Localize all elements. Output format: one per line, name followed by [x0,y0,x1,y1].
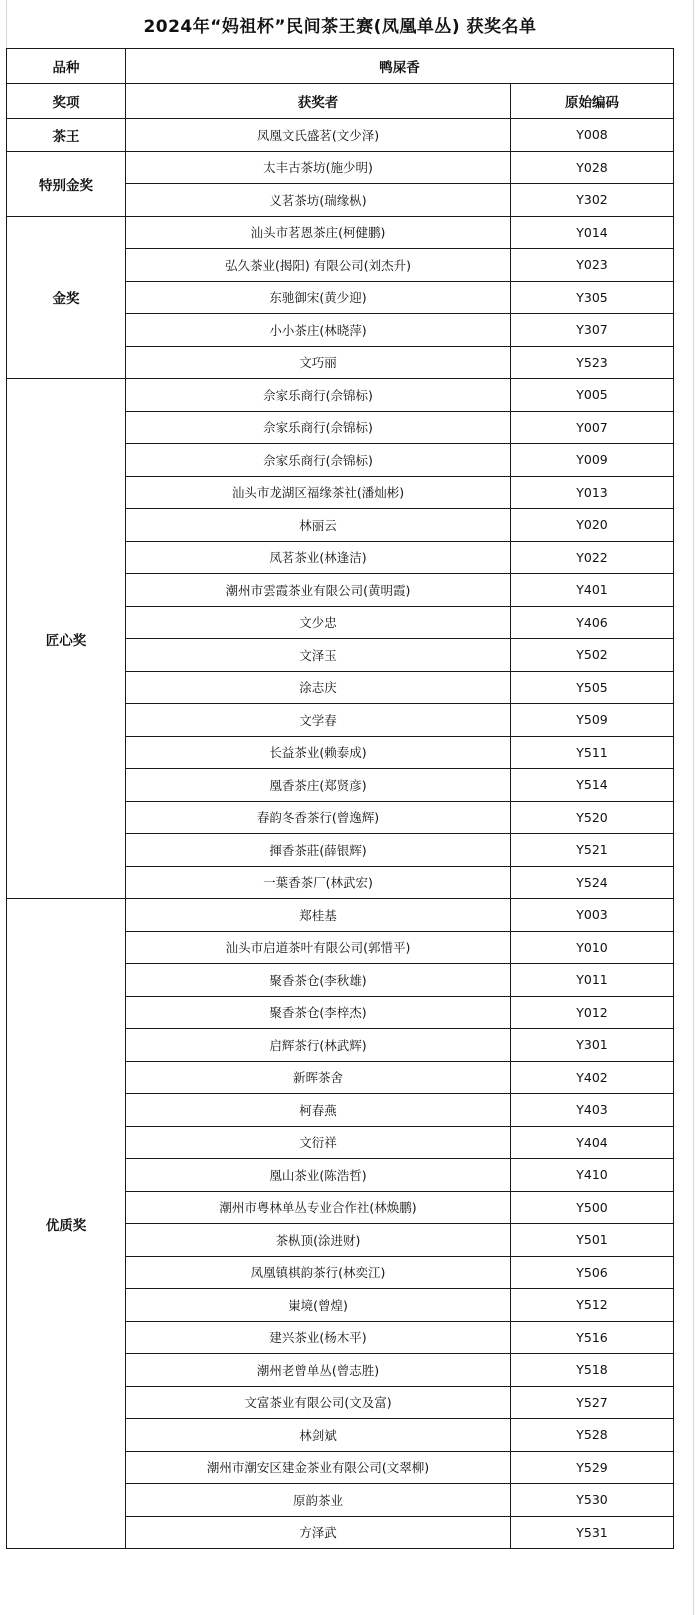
code-cell: Y011 [511,964,674,997]
winner-cell: 文少忠 [126,606,511,639]
winner-cell: 一葉香茶厂(林武宏) [126,866,511,899]
column-header-award: 奖项 [7,84,126,119]
table-row [7,151,674,184]
code-cell: Y521 [511,834,674,867]
table-row [7,119,674,152]
award-category-cell: 茶王 [7,119,126,152]
winner-cell: 凤茗茶业(林逢洁) [126,541,511,574]
winner-cell: 文巧丽 [126,346,511,379]
code-cell: Y523 [511,346,674,379]
winner-cell: 凤凰镇棋韵茶行(林奕江) [126,1256,511,1289]
variety-value: 鸭屎香 [126,49,674,84]
code-cell: Y009 [511,444,674,477]
winner-cell: 凤凰文氏盛茗(文少泽) [126,119,511,152]
winner-cell: 文学春 [126,704,511,737]
sheet-gridline [693,0,694,1615]
winner-cell: 太丰古茶坊(施少明) [126,151,511,184]
code-cell: Y514 [511,769,674,802]
award-category-cell: 匠心奖 [7,379,126,899]
winner-cell: 佘家乐商行(佘锦标) [126,379,511,412]
column-header-code: 原始编码 [511,84,674,119]
winner-cell: 崬境(曾煌) [126,1289,511,1322]
code-cell: Y307 [511,314,674,347]
winner-cell: 文泽玉 [126,639,511,672]
code-cell: Y008 [511,119,674,152]
winner-cell: 林剑斌 [126,1419,511,1452]
winner-cell: 建兴茶业(杨木平) [126,1321,511,1354]
code-cell: Y511 [511,736,674,769]
code-cell: Y301 [511,1029,674,1062]
winner-cell: 汕头市龙湖区福缘茶社(潘灿彬) [126,476,511,509]
code-cell: Y305 [511,281,674,314]
winner-cell: 新晖茶舍 [126,1061,511,1094]
winner-cell: 凰山茶业(陈浩哲) [126,1159,511,1192]
code-cell: Y500 [511,1191,674,1224]
winner-cell: 潮州老曾单丛(曾志胜) [126,1354,511,1387]
variety-label: 品种 [7,49,126,84]
table-row [7,899,674,932]
code-cell: Y410 [511,1159,674,1192]
code-cell: Y023 [511,249,674,282]
code-cell: Y527 [511,1386,674,1419]
code-cell: Y003 [511,899,674,932]
code-cell: Y020 [511,509,674,542]
code-cell: Y005 [511,379,674,412]
column-header-row [7,84,674,119]
winner-cell: 长益茶业(赖泰成) [126,736,511,769]
code-cell: Y014 [511,216,674,249]
winner-cell: 原韵茶业 [126,1484,511,1517]
code-cell: Y402 [511,1061,674,1094]
table-row [7,216,674,249]
page-title: 2024年“妈祖杯”民间茶王赛(凤凰单丛) 获奖名单 [143,16,537,37]
code-cell: Y007 [511,411,674,444]
winner-cell: 凰香茶庄(郑贤彦) [126,769,511,802]
winner-cell: 潮州市雲霞茶业有限公司(黄明霞) [126,574,511,607]
winner-cell: 揮香茶莊(薛银辉) [126,834,511,867]
code-cell: Y518 [511,1354,674,1387]
variety-row [7,49,674,84]
winner-cell: 文富茶业有限公司(文及富) [126,1386,511,1419]
code-cell: Y404 [511,1126,674,1159]
award-category-cell: 金奖 [7,216,126,379]
code-cell: Y403 [511,1094,674,1127]
winner-cell: 潮州市粤林单丛专业合作社(林焕鹏) [126,1191,511,1224]
table-row [7,379,674,412]
code-cell: Y520 [511,801,674,834]
winner-cell: 义茗茶坊(瑞缘枞) [126,184,511,217]
code-cell: Y501 [511,1224,674,1257]
awards-table [6,48,674,1549]
code-cell: Y531 [511,1516,674,1549]
code-cell: Y012 [511,996,674,1029]
code-cell: Y528 [511,1419,674,1452]
code-cell: Y028 [511,151,674,184]
column-header-winner: 获奖者 [126,84,511,119]
winner-cell: 柯春燕 [126,1094,511,1127]
code-cell: Y529 [511,1451,674,1484]
award-category-cell: 特别金奖 [7,151,126,216]
code-cell: Y502 [511,639,674,672]
winner-cell: 弘久茶业(揭阳) 有限公司(刘杰升) [126,249,511,282]
award-category-cell: 优质奖 [7,899,126,1549]
code-cell: Y524 [511,866,674,899]
winner-cell: 佘家乐商行(佘锦标) [126,411,511,444]
winner-cell: 小小茶庄(林晓萍) [126,314,511,347]
winner-cell: 潮州市潮安区建金茶业有限公司(文翠柳) [126,1451,511,1484]
winner-cell: 涂志庆 [126,671,511,704]
code-cell: Y302 [511,184,674,217]
winner-cell: 文衍祥 [126,1126,511,1159]
code-cell: Y022 [511,541,674,574]
code-cell: Y010 [511,931,674,964]
code-cell: Y013 [511,476,674,509]
winner-cell: 春韵冬香茶行(曾逸辉) [126,801,511,834]
winner-cell: 茶枞顶(涂进财) [126,1224,511,1257]
winner-cell: 启辉茶行(林武辉) [126,1029,511,1062]
winner-cell: 郑桂基 [126,899,511,932]
code-cell: Y512 [511,1289,674,1322]
winner-cell: 林丽云 [126,509,511,542]
winner-cell: 聚香茶仓(李秋雄) [126,964,511,997]
winner-cell: 聚香茶仓(李梓杰) [126,996,511,1029]
winner-cell: 东驰御宋(黄少迎) [126,281,511,314]
code-cell: Y506 [511,1256,674,1289]
code-cell: Y530 [511,1484,674,1517]
code-cell: Y401 [511,574,674,607]
winner-cell: 方泽武 [126,1516,511,1549]
winner-cell: 汕头市启道茶叶有限公司(郭惜平) [126,931,511,964]
winner-cell: 佘家乐商行(佘锦标) [126,444,511,477]
winner-cell: 汕头市茗恩茶庄(柯健鹏) [126,216,511,249]
code-cell: Y406 [511,606,674,639]
code-cell: Y516 [511,1321,674,1354]
code-cell: Y505 [511,671,674,704]
code-cell: Y509 [511,704,674,737]
